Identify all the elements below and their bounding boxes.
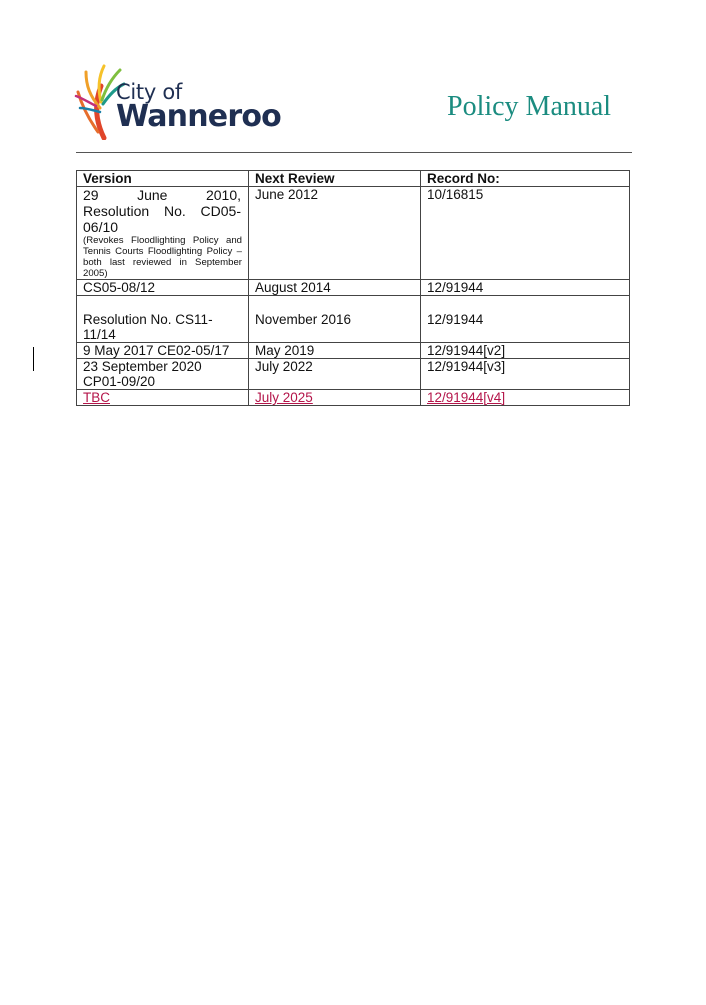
record-no-cell: 12/91944[v3] — [421, 359, 630, 390]
version-cell: CS05-08/12 — [77, 280, 249, 296]
version-history-table — [76, 170, 630, 406]
next-review-cell: July 2022 — [249, 359, 421, 390]
version-cell: 23 September 2020 CP01-09/20 — [77, 359, 249, 390]
version-cell: 9 May 2017 CE02-05/17 — [77, 343, 249, 359]
column-header-version: Version — [77, 171, 249, 187]
logo-text-wanneroo: Wanneroo — [116, 99, 281, 134]
next-review-cell: May 2019 — [249, 343, 421, 359]
table-row — [77, 280, 630, 296]
record-no-cell: 12/91944 — [421, 280, 630, 296]
next-review-cell: November 2016 — [249, 296, 421, 343]
table-row — [77, 296, 630, 343]
city-of-wanneroo-logo — [74, 62, 294, 140]
version-cell — [77, 390, 249, 406]
column-header-next-review: Next Review — [249, 171, 421, 187]
record-no-cell — [421, 390, 630, 406]
header-divider — [76, 152, 632, 153]
column-header-record-no: Record No: — [421, 171, 630, 187]
next-review-cell: August 2014 — [249, 280, 421, 296]
table-row — [77, 343, 630, 359]
logo-text-city-of: City of — [116, 80, 182, 104]
version-text: 29 June 2010, Resolution No. CD05-06/10 — [83, 187, 241, 235]
record-no-cell: 10/16815 — [421, 187, 630, 280]
next-review-cell: June 2012 — [249, 187, 421, 280]
version-note: (Revokes Floodlighting Policy and Tennis Courts Floodlighting Policy – both last reviewed in September 2005) — [83, 235, 242, 279]
record-no-cell: 12/91944[v2] — [421, 343, 630, 359]
table-row-tracked-change — [77, 390, 630, 406]
version-cell — [77, 187, 249, 280]
next-review-cell — [249, 390, 421, 406]
record-no-cell: 12/91944 — [421, 296, 630, 343]
page-title: Policy Manual — [447, 91, 612, 122]
table-row — [77, 187, 630, 280]
change-bar — [33, 347, 34, 371]
tracked-change-text: July 2025 — [255, 390, 313, 405]
table-row — [77, 359, 630, 390]
tracked-change-text: 12/91944[v4] — [427, 390, 506, 405]
tracked-change-text: TBC — [83, 390, 110, 405]
table-header-row — [77, 171, 630, 187]
version-cell: Resolution No. CS11-11/14 — [77, 296, 249, 343]
